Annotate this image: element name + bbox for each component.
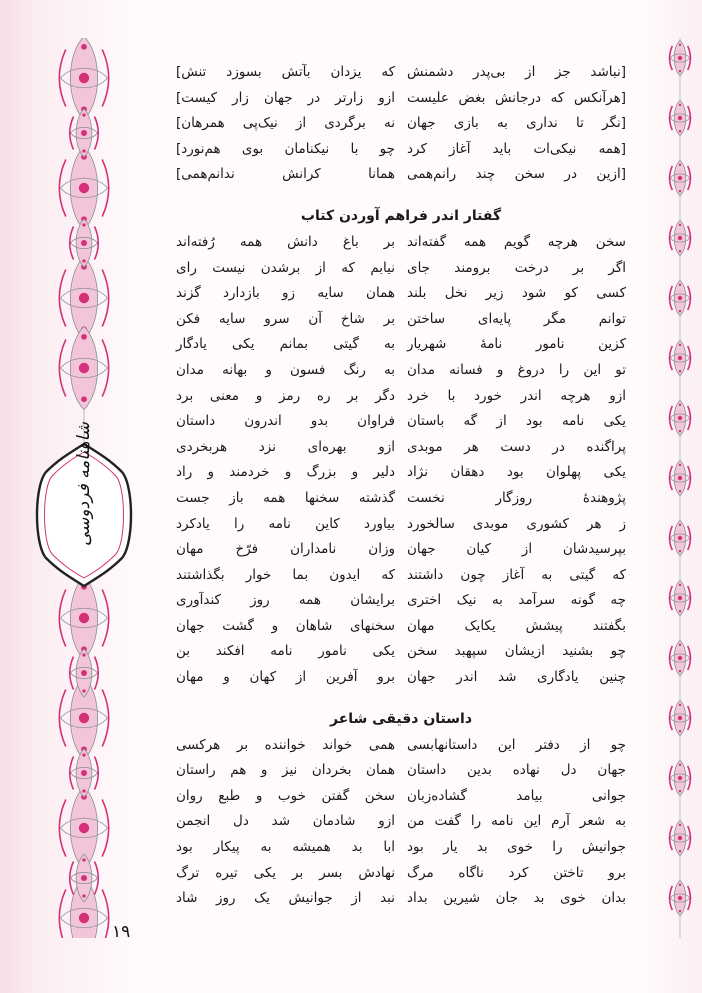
first-hemistich: سخن هرچه گویم همه گفته‌اند bbox=[407, 233, 626, 250]
second-hemistich: ازو بهره‌ای نزد هربخردی bbox=[176, 438, 395, 455]
ornament-motif bbox=[670, 760, 691, 795]
second-hemistich: همانا کرانش ندانم‌همی] bbox=[176, 166, 395, 183]
first-hemistich: یکی پهلوان بود دهقان نژاد bbox=[407, 464, 626, 481]
couplet-row bbox=[170, 563, 632, 589]
couplet-row bbox=[170, 835, 632, 861]
ornament-motif bbox=[670, 340, 691, 375]
emblem-medallion bbox=[30, 421, 138, 590]
ornament-motif bbox=[670, 280, 691, 315]
couplet-row bbox=[170, 307, 632, 333]
ornament-motif bbox=[59, 38, 108, 120]
first-hemistich: بگفتند پیشش یکایک مهان bbox=[407, 617, 626, 634]
first-hemistich: ازو هرچه اندر خورد با خرد bbox=[407, 387, 626, 404]
first-hemistich: [هرآنکس که درجانش بغض علیست bbox=[407, 89, 626, 106]
ornament-motif bbox=[70, 109, 99, 157]
couplet-row bbox=[170, 809, 632, 835]
ornament-motif bbox=[59, 326, 108, 409]
medallion-calligraphy: شاهنامه فردوسی bbox=[74, 421, 94, 546]
ornament-motif bbox=[670, 220, 691, 255]
section-title-compilation: گفتار اندر فراهم آوردن کتاب bbox=[300, 207, 502, 224]
couplet-row bbox=[170, 614, 632, 640]
first-hemistich: ز هر کشوری موبدی سالخورد bbox=[407, 515, 626, 532]
first-hemistich: [ازین در سخن چند رانم‌همی bbox=[407, 166, 626, 183]
second-hemistich: همی خواند خواننده بر هرکسی bbox=[176, 736, 395, 753]
compilation-stanza bbox=[170, 230, 632, 691]
first-hemistich: به شعر آرم این نامه را گفت من bbox=[407, 813, 626, 830]
ornament-motif bbox=[670, 880, 691, 915]
second-hemistich: برایشان همه روز کندآوری bbox=[176, 592, 395, 609]
ornament-motif bbox=[670, 820, 691, 855]
second-hemistich: بر باغ دانش همه رُفته‌اند bbox=[176, 233, 395, 250]
first-hemistich: بدان خوی بد جان شیرین بداد bbox=[407, 890, 626, 907]
ornament-motif bbox=[59, 146, 108, 229]
ornament-motif bbox=[670, 640, 691, 675]
second-hemistich: که ایدون بما خوار بگذاشتند bbox=[176, 566, 395, 583]
couplet-row bbox=[170, 409, 632, 435]
first-hemistich: چه گونه سرآمد به نیک اختری bbox=[407, 592, 626, 609]
second-hemistich: گذشته سخنها همه باز جست bbox=[176, 489, 395, 506]
second-hemistich: ازو شادمان شد دل انجمن bbox=[176, 813, 395, 830]
page-number: ۱۹ bbox=[112, 922, 131, 942]
second-hemistich: دگر بر ره رمز و معنی برد bbox=[176, 387, 395, 404]
first-hemistich: [همه نیکی‌ات باید آغاز کرد bbox=[407, 140, 626, 157]
second-hemistich: سخنهای شاهان و گشت جهان bbox=[176, 617, 395, 634]
second-hemistich: ابا بد همیشه به پیکار بود bbox=[176, 839, 395, 856]
couplet-row bbox=[170, 435, 632, 461]
couplet-row bbox=[170, 733, 632, 759]
couplet-row bbox=[170, 256, 632, 282]
section-title-daqiqi: داستان دقیقی شاعر bbox=[329, 710, 473, 727]
couplet-row bbox=[170, 111, 632, 137]
couplet-row bbox=[170, 60, 632, 86]
second-hemistich: که یزدان بآتش بسوزد تنش] bbox=[176, 64, 395, 80]
ornament-motif bbox=[70, 219, 99, 267]
couplet-row bbox=[170, 665, 632, 691]
ornament-motif bbox=[70, 649, 99, 697]
couplet-row bbox=[170, 639, 632, 665]
first-hemistich: جوانیش را خوی بد یار بود bbox=[407, 839, 626, 856]
second-hemistich: فراوان بدو اندرون داستان bbox=[176, 413, 395, 430]
first-hemistich: [نباشد جز از بی‌پدر دشمنش bbox=[407, 64, 626, 80]
second-hemistich: چو با نیکنامان بوی هم‌نورد] bbox=[176, 140, 395, 157]
second-hemistich: به گیتی بمانم یکی یادگار bbox=[176, 336, 395, 353]
ornament-motif bbox=[670, 580, 691, 615]
second-hemistich: نه برگردی از نیک‌پی همرهان] bbox=[176, 115, 395, 132]
second-hemistich: سخن گفتن خوب و طبع روان bbox=[176, 787, 395, 804]
second-hemistich: همان سایه زو بازدارد گزند bbox=[176, 285, 395, 302]
couplet-row bbox=[170, 332, 632, 358]
second-hemistich: بیاورد کاین نامه را یادکرد bbox=[176, 515, 395, 532]
first-hemistich: چنین یادگاری شد اندر جهان bbox=[407, 669, 626, 686]
ornament-motif bbox=[670, 160, 691, 195]
second-hemistich: بر شاخ آن سرو سایه فکن bbox=[176, 310, 395, 327]
couplet-row bbox=[170, 861, 632, 887]
first-hemistich: کزین نامور نامهٔ شهریار bbox=[407, 336, 626, 353]
couplet-row bbox=[170, 537, 632, 563]
ornament-motif bbox=[670, 460, 691, 495]
first-hemistich: تو این را دروغ و فسانه مدان bbox=[407, 361, 626, 378]
second-hemistich: برو آفرین از کهان و مهان bbox=[176, 669, 395, 686]
couplet-row bbox=[170, 512, 632, 538]
second-hemistich: نیابم که از برشدن نیست رای bbox=[176, 259, 395, 276]
first-hemistich: پراگنده در دست هر موبدی bbox=[407, 438, 626, 455]
ornament-motif bbox=[670, 520, 691, 555]
first-hemistich: کسی کو شود زیر نخل بلند bbox=[407, 285, 626, 302]
couplet-row bbox=[170, 162, 632, 188]
ornament-motif bbox=[670, 700, 691, 735]
couplet-row bbox=[170, 460, 632, 486]
first-hemistich: پژوهندهٔ روزگار نخست bbox=[407, 489, 626, 506]
first-hemistich: توانم مگر پایه‌ای ساختن bbox=[407, 310, 626, 327]
ornament-motif bbox=[70, 749, 99, 797]
first-hemistich: برو تاختن کرد ناگاه مرگ bbox=[407, 864, 626, 881]
intro-stanza bbox=[170, 60, 632, 188]
couplet-row bbox=[170, 230, 632, 256]
first-hemistich: بپرسیدشان از کیان جهان bbox=[407, 541, 626, 558]
first-hemistich: چو بشنید ازیشان سپهبد سخن bbox=[407, 643, 626, 660]
couplet-row bbox=[170, 137, 632, 163]
couplet-row bbox=[170, 86, 632, 112]
first-hemistich: چو از دفتر این داستانهابسی bbox=[407, 736, 626, 753]
first-hemistich: که گیتی به آغاز چون داشتند bbox=[407, 566, 626, 583]
daqiqi-stanza bbox=[170, 733, 632, 912]
couplet-row bbox=[170, 281, 632, 307]
second-hemistich: نبد از جوانیش یک روز شاد bbox=[176, 890, 395, 907]
second-hemistich: وزان نامداران فرّخ مهان bbox=[176, 541, 395, 558]
first-hemistich: جهان دل نهاده بدین داستان bbox=[407, 762, 626, 779]
second-hemistich: دلیر و بزرگ و خردمند و راد bbox=[176, 464, 395, 481]
ornament-motif bbox=[670, 400, 691, 435]
second-hemistich: یکی نامور نامه افکند بن bbox=[176, 643, 395, 660]
couplet-row bbox=[170, 758, 632, 784]
ornament-motif bbox=[670, 100, 691, 135]
right-ornamental-border bbox=[660, 38, 700, 938]
first-hemistich: یکی نامه بود از گه باستان bbox=[407, 413, 626, 430]
couplet-row bbox=[170, 886, 632, 912]
ornament-motif bbox=[670, 40, 691, 75]
first-hemistich: جوانی بیامد گشاده‌زبان bbox=[407, 787, 626, 804]
couplet-row bbox=[170, 384, 632, 410]
second-hemistich: ازو زارتر در جهان زار کیست] bbox=[176, 89, 395, 106]
poem-content bbox=[170, 60, 632, 912]
first-hemistich: اگر بر درخت برومند جای bbox=[407, 259, 626, 276]
couplet-row bbox=[170, 784, 632, 810]
second-hemistich: نهادش بسر بر یکی تیره ترگ bbox=[176, 864, 395, 881]
couplet-row bbox=[170, 588, 632, 614]
couplet-row bbox=[170, 486, 632, 512]
couplet-row bbox=[170, 358, 632, 384]
second-hemistich: به رنگ فسون و بهانه مدان bbox=[176, 361, 395, 378]
second-hemistich: همان بخردان نیز و هم راستان bbox=[176, 762, 395, 779]
first-hemistich: [نگر تا نداری به بازی جهان bbox=[407, 115, 626, 132]
